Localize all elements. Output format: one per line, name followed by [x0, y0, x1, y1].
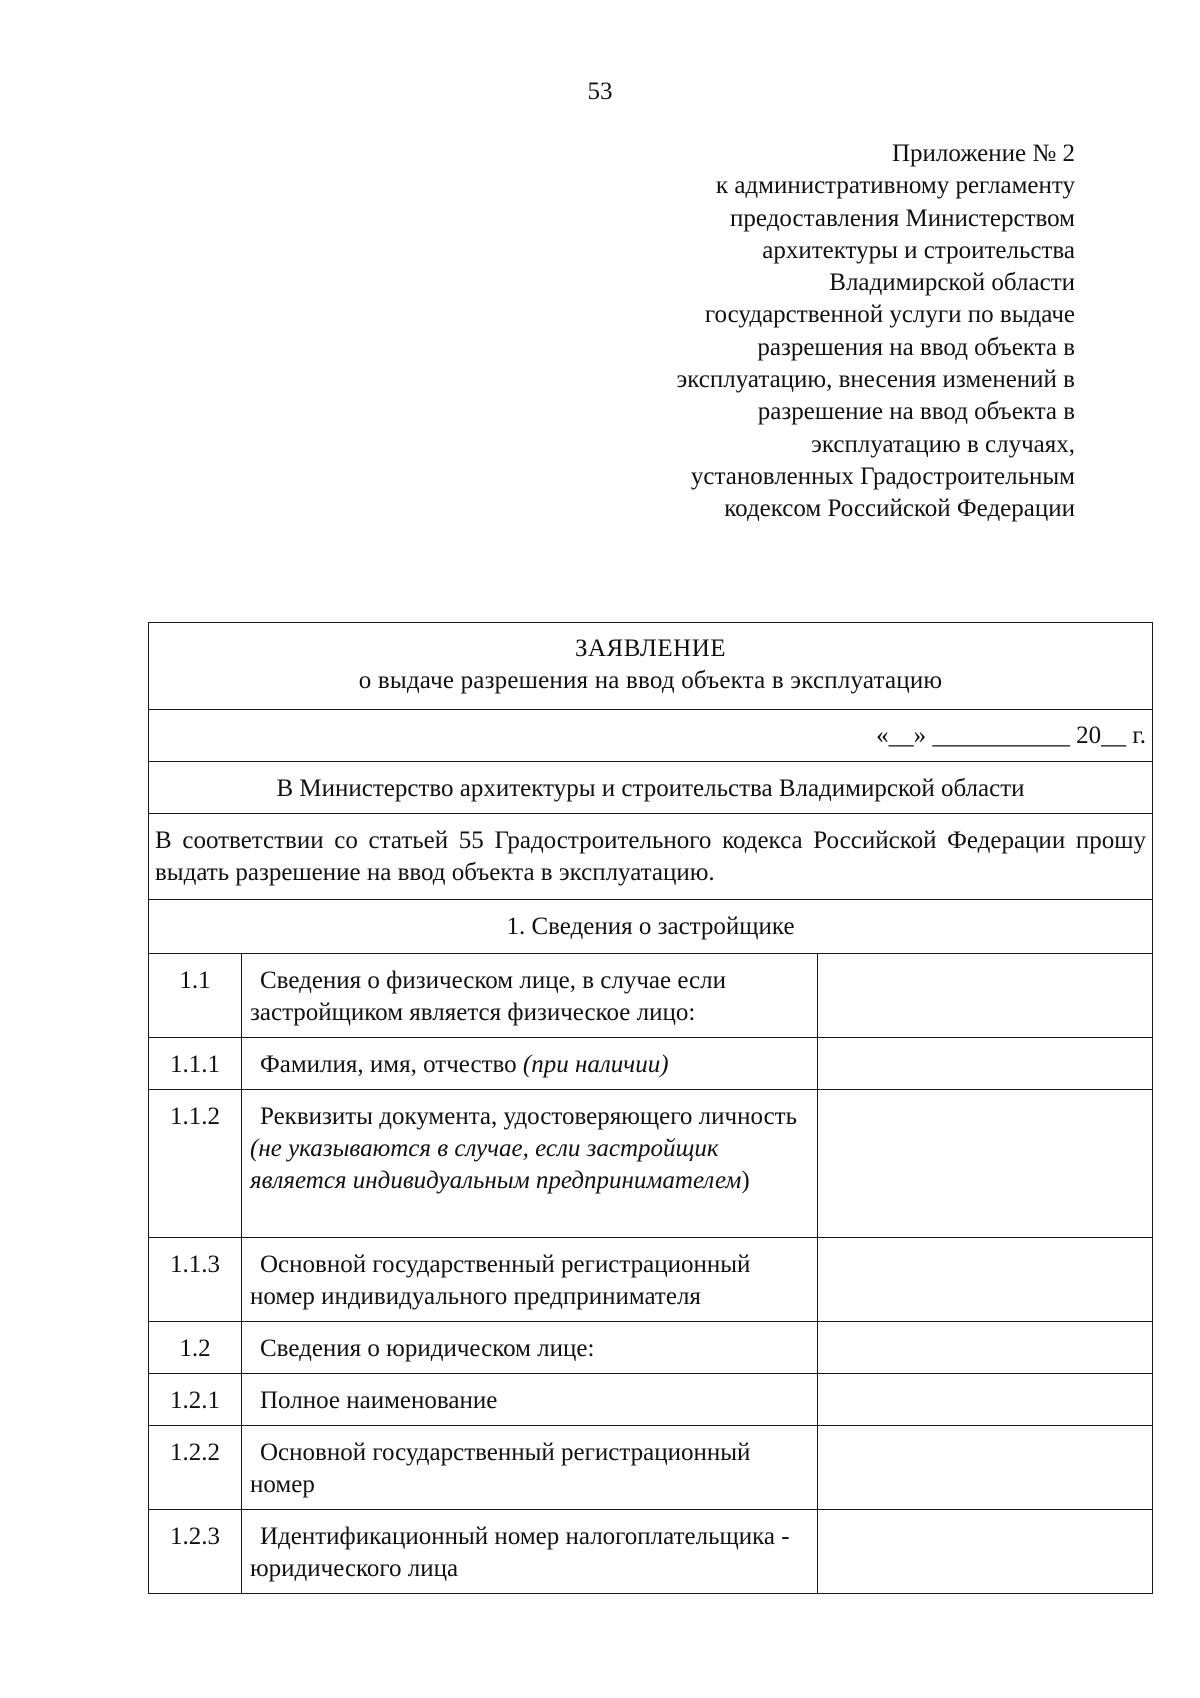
row-label: [242, 1510, 818, 1594]
row-label: [242, 1090, 818, 1238]
row-label: [242, 1038, 818, 1090]
appendix-header: [555, 138, 1075, 526]
row-label: [242, 1238, 818, 1322]
row-label: [242, 1374, 818, 1426]
row-value-field[interactable]: [818, 1510, 1153, 1594]
row-number: 1.1.3: [149, 1238, 242, 1322]
recipient-line: В Министерство архитектуры и строительства Владимирской области: [149, 762, 1153, 814]
page-number: 53: [587, 78, 613, 105]
date-field[interactable]: «__» ___________ 20__ г.: [149, 710, 1153, 762]
row-number: 1.2: [149, 1322, 242, 1374]
row-label-text: Основной государственный регистрационный номер индивидуального предпринимателя: [250, 1251, 751, 1310]
form-subtitle: о выдаче разрешения на ввод объекта в эксплуатацию: [358, 667, 943, 694]
row-label-note: (при наличии): [522, 1051, 669, 1078]
row-number: 1.1: [149, 954, 242, 1038]
row-number: 1.2.1: [149, 1374, 242, 1426]
appendix-line: эксплуатацию в случаях,: [811, 430, 1075, 458]
row-number: 1.2.2: [149, 1426, 242, 1510]
appendix-line: Приложение № 2: [891, 140, 1075, 167]
row-value-field[interactable]: [818, 1238, 1153, 1322]
appendix-line: разрешение на ввод объекта в: [757, 398, 1075, 426]
row-label-text: Сведения о физическом лице, в случае если застройщиком является физическое лицо:: [250, 967, 727, 1026]
appendix-line: к административному регламенту: [715, 172, 1075, 200]
section-title: 1. Сведения о застройщике: [149, 900, 1153, 954]
appendix-line: эксплуатацию, внесения изменений в: [676, 366, 1075, 394]
row-value-field[interactable]: [818, 1038, 1153, 1090]
row-value-field[interactable]: [818, 1090, 1153, 1238]
row-label-text: Основной государственный регистрационный номер: [250, 1439, 751, 1498]
row-label-text: Идентификационный номер налогоплательщика - юридического лица: [250, 1523, 790, 1582]
row-number: 1.2.3: [149, 1510, 242, 1594]
appendix-line: установленных Градостроительным: [690, 462, 1075, 490]
appendix-line: государственной услуги по выдаче: [704, 301, 1075, 329]
row-label-note: (не указываются в случае, если застройщик является индивидуальным предпринимателем: [250, 1135, 742, 1194]
row-value-field[interactable]: [818, 1322, 1153, 1374]
row-label-text: Полное наименование: [260, 1387, 498, 1414]
application-form-table: [148, 622, 1153, 1594]
row-number: 1.1.2: [149, 1090, 242, 1238]
row-value-field[interactable]: [818, 1374, 1153, 1426]
row-value-field[interactable]: [818, 1426, 1153, 1510]
row-label-text: Фамилия, имя, отчество: [260, 1051, 517, 1078]
form-title-cell: [149, 623, 1153, 710]
row-label-text: Реквизиты документа, удостоверяющего личность: [260, 1103, 797, 1130]
row-label: [242, 1426, 818, 1510]
row-label: [242, 954, 818, 1038]
appendix-line: Владимирской области: [829, 269, 1075, 297]
appendix-line: архитектуры и строительства: [762, 236, 1075, 264]
row-number: 1.1.1: [149, 1038, 242, 1090]
form-title: ЗАЯВЛЕНИЕ: [574, 635, 727, 662]
appendix-line: кодексом Российской Федерации: [724, 495, 1075, 523]
row-value-field[interactable]: [818, 954, 1153, 1038]
appendix-line: предоставления Министерством: [730, 204, 1075, 232]
row-label-note-tail: ): [741, 1167, 750, 1194]
appendix-line: разрешения на ввод объекта в: [757, 333, 1075, 361]
request-statement: В соответствии со статьей 55 Градостроительного кодекса Российской Федерации прошу выдать разрешение на ввод объекта в эксплуатацию.: [149, 814, 1153, 900]
row-label-text: Сведения о юридическом лице:: [260, 1335, 595, 1362]
row-label: [242, 1322, 818, 1374]
